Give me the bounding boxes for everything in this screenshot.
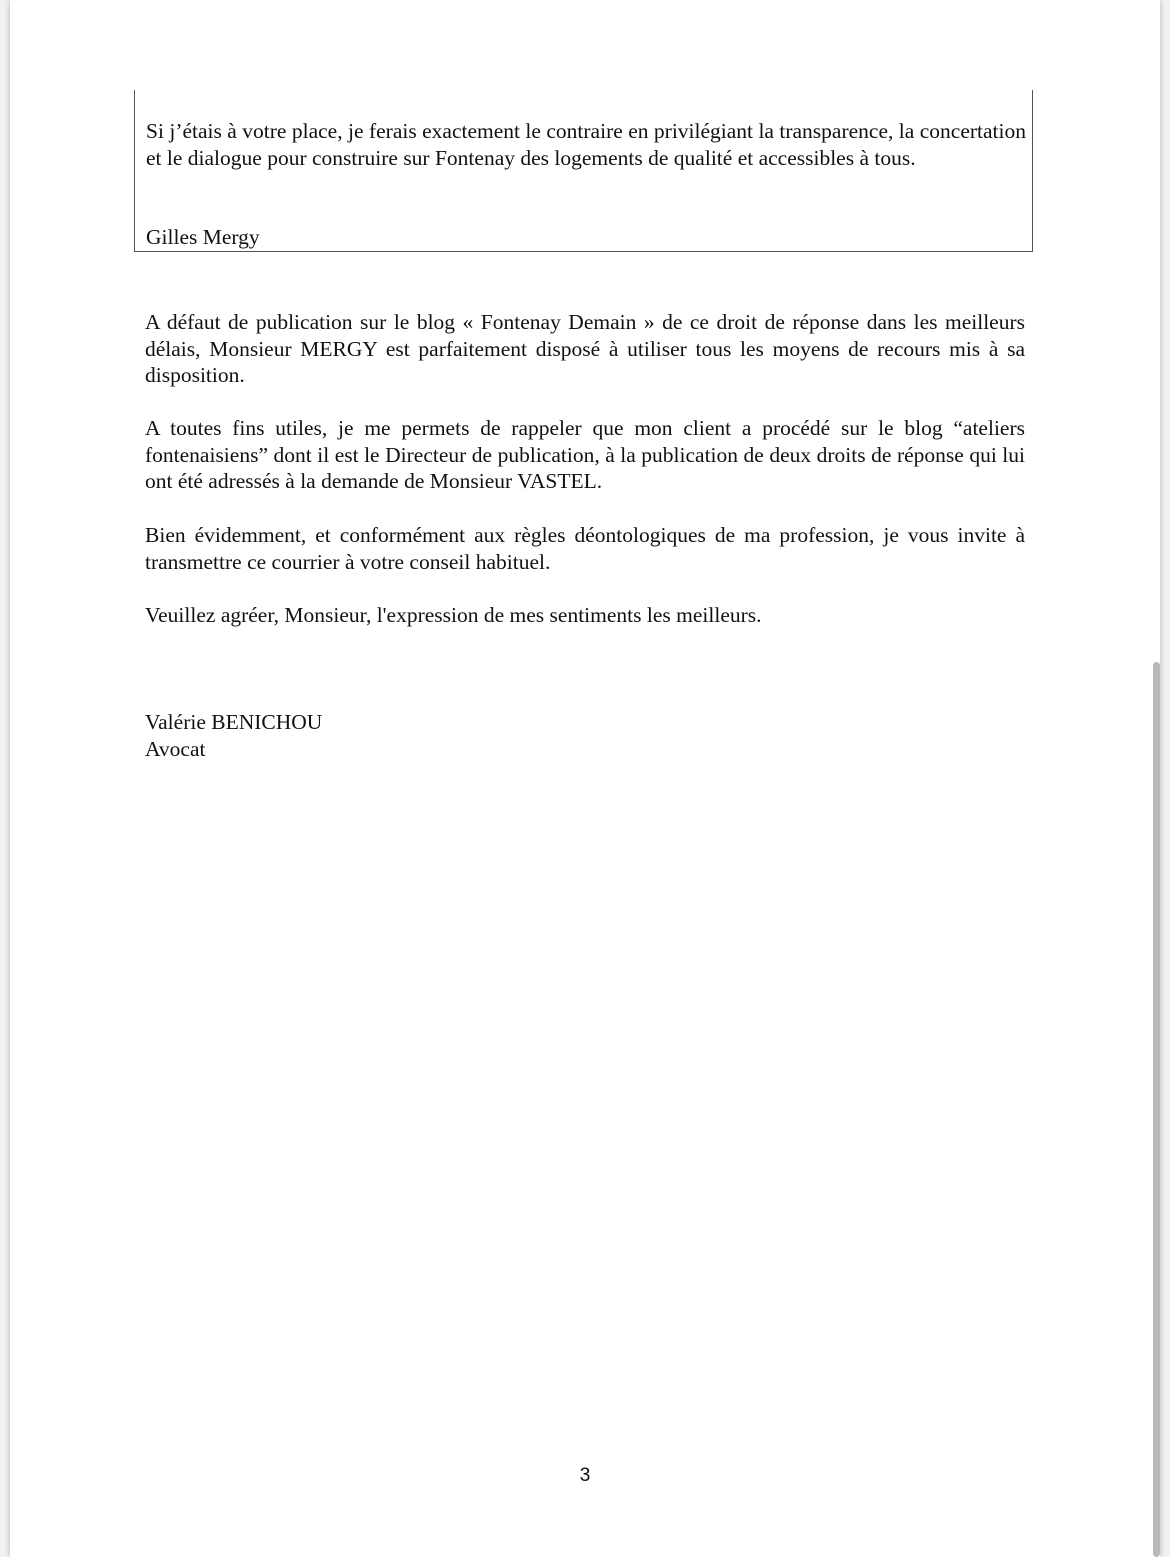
scrollbar-thumb[interactable] <box>1153 662 1160 1557</box>
signature-title: Avocat <box>145 736 206 761</box>
document-page <box>10 0 1160 1557</box>
paragraph-publication-default: A défaut de publication sur le blog « Fontenay Demain » de ce droit de réponse dans les meilleurs délais, Monsieur MERGY est parfaitement disposé à utiliser tous les moyens de recours mis à sa disposition. <box>145 310 1025 387</box>
quote-paragraph: Si j’étais à votre place, je ferais exactement le contraire en privilégiant la transparence, la concertation et le dialogue pour construire sur Fontenay des logements de qualité et accessibles à tous. <box>146 119 1026 170</box>
quote-signature: Gilles Mergy <box>146 225 260 249</box>
paragraph-closing: Veuillez agréer, Monsieur, l'expression de mes sentiments les meilleurs. <box>145 603 762 627</box>
signature-block <box>145 709 322 762</box>
signature-name: Valérie BENICHOU <box>145 710 323 734</box>
paragraph-deontology: Bien évidemment, et conformément aux règles déontologiques de ma profession, je vous invite à transmettre ce courrier à votre conseil habituel. <box>145 523 1025 574</box>
paragraph-reminder: A toutes fins utiles, je me permets de rappeler que mon client a procédé sur le blog “ateliers fontenaisiens” dont il est le Directeur de publication, à la publication de deux droits de réponse qui lui ont été adressés à la demande de Monsieur VASTEL. <box>145 416 1025 493</box>
quoted-response-box <box>134 90 1033 252</box>
page-number: 3 <box>579 1465 591 1486</box>
